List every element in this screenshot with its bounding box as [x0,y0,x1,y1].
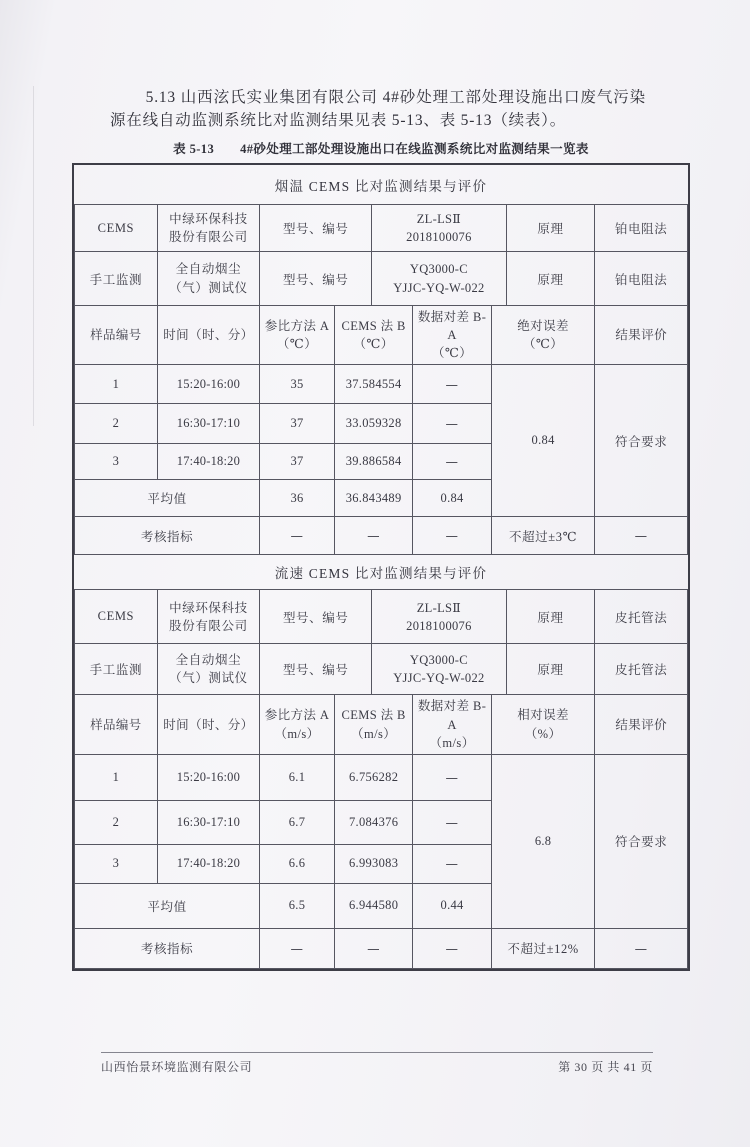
time-cell: 17:40-18:20 [157,444,259,480]
table-row [75,252,688,306]
table-caption-title: 4#砂处理工部处理设施出口在线监测系统比对监测结果一览表 [240,142,589,156]
average-label-cell: 平均值 [75,883,260,928]
sample-id-cell: 2 [75,800,158,844]
col-header-cems-method: CEMS 法 B （℃） [334,306,412,365]
comparison-results-table [72,163,690,971]
col-header-error: 相对误差 （%） [491,695,595,754]
time-cell: 16:30-17:10 [157,404,259,444]
section-heading: 5.13 山西泫氏实业集团有限公司 4#砂处理工部处理设施出口废气污染源在线自动监测系统比对监测结果见表 5-13、表 5-13（续表）。 [110,89,646,129]
footer-company: 山西怡景环境监测有限公司 [101,1060,253,1074]
time-cell: 17:40-18:20 [157,844,259,883]
model-value-cell: YQ3000-C YJJC-YQ-W-022 [372,644,506,695]
col-header-result: 结果评价 [595,695,688,754]
time-cell: 15:20-16:00 [157,365,259,404]
cems-value-cell: 7.084376 [334,800,412,844]
table-row [75,205,688,252]
section-title-temperature: 烟温 CEMS 比对监测结果与评价 [74,165,688,205]
assessment-cell: — [334,517,412,555]
sample-id-cell: 2 [75,404,158,444]
sample-id-cell: 3 [75,444,158,480]
col-header-data-difference: 数据对差 B-A （℃） [413,306,491,365]
col-header-data-difference: 数据对差 B-A （m/s） [413,695,491,754]
sample-id-cell: 1 [75,365,158,404]
assessment-cell: — [260,517,335,555]
average-reference-cell: 36 [260,480,335,517]
assessment-result-cell: — [595,928,688,968]
model-value-cell: ZL-LSⅡ 2018100076 [372,205,506,252]
principle-value-cell: 铂电阻法 [595,252,688,306]
section-title-velocity: 流速 CEMS 比对监测结果与评价 [74,554,688,590]
footer-page-number: 第 30 页 共 41 页 [558,1060,653,1074]
col-header-result: 结果评价 [595,306,688,365]
difference-cell: — [413,444,491,480]
system-label-cell: 手工监测 [75,644,158,695]
table-row [75,754,688,800]
average-difference-cell: 0.44 [413,883,491,928]
col-header-time: 时间（时、分） [157,695,259,754]
merged-result-cell: 符合要求 [595,754,688,928]
model-value-cell: ZL-LSⅡ 2018100076 [372,590,506,644]
reference-value-cell: 35 [260,365,335,404]
principle-label-cell: 原理 [506,252,595,306]
assessment-criterion-cell: 不超过±12% [491,928,595,968]
cems-value-cell: 33.059328 [334,404,412,444]
vendor-cell: 全自动烟尘 （气）测试仪 [157,644,259,695]
cems-value-cell: 6.993083 [334,844,412,883]
model-label-cell: 型号、编号 [260,252,372,306]
sample-id-cell: 3 [75,844,158,883]
assessment-label-cell: 考核指标 [75,928,260,968]
assessment-cell: — [334,928,412,968]
reference-value-cell: 37 [260,444,335,480]
system-label-cell: CEMS [75,205,158,252]
merged-error-cell: 6.8 [491,754,595,928]
data-table-temperature [74,305,688,555]
table-caption [72,139,690,157]
col-header-sample-id: 样品编号 [75,306,158,365]
vendor-cell: 中绿环保科技 股份有限公司 [157,590,259,644]
sample-id-cell: 1 [75,754,158,800]
col-header-reference-method: 参比方法 A （m/s） [260,695,335,754]
difference-cell: — [413,365,491,404]
average-reference-cell: 6.5 [260,883,335,928]
col-header-sample-id: 样品编号 [75,695,158,754]
assessment-result-cell: — [595,517,688,555]
merged-error-cell: 0.84 [491,365,595,517]
principle-value-cell: 皮托管法 [595,644,688,695]
model-label-cell: 型号、编号 [260,205,372,252]
reference-value-cell: 6.1 [260,754,335,800]
assessment-label-cell: 考核指标 [75,517,260,555]
col-header-reference-method: 参比方法 A （℃） [260,306,335,365]
col-header-time: 时间（时、分） [157,306,259,365]
cems-value-cell: 6.756282 [334,754,412,800]
page-footer [101,1052,653,1075]
column-header-row [75,306,688,365]
principle-label-cell: 原理 [506,644,595,695]
merged-result-cell: 符合要求 [595,365,688,517]
assessment-cell: — [413,517,491,555]
average-cems-cell: 36.843489 [334,480,412,517]
model-value-cell: YQ3000-C YJJC-YQ-W-022 [372,252,506,306]
assessment-row [75,928,688,968]
cems-value-cell: 37.584554 [334,365,412,404]
average-cems-cell: 6.944580 [334,883,412,928]
difference-cell: — [413,754,491,800]
assessment-criterion-cell: 不超过±3℃ [491,517,595,555]
reference-value-cell: 37 [260,404,335,444]
principle-label-cell: 原理 [506,205,595,252]
cems-value-cell: 39.886584 [334,444,412,480]
difference-cell: — [413,404,491,444]
reference-value-cell: 6.6 [260,844,335,883]
data-table-velocity [74,694,688,968]
system-label-cell: 手工监测 [75,252,158,306]
scan-edge-artifact [33,86,34,426]
model-label-cell: 型号、编号 [260,590,372,644]
assessment-row [75,517,688,555]
principle-value-cell: 皮托管法 [595,590,688,644]
difference-cell: — [413,800,491,844]
table-row [75,590,688,644]
assessment-cell: — [413,928,491,968]
difference-cell: — [413,844,491,883]
equipment-table-velocity [74,589,688,695]
model-label-cell: 型号、编号 [260,644,372,695]
table-row [75,644,688,695]
vendor-cell: 中绿环保科技 股份有限公司 [157,205,259,252]
principle-label-cell: 原理 [506,590,595,644]
equipment-table-temperature [74,204,688,306]
time-cell: 15:20-16:00 [157,754,259,800]
table-row [75,365,688,404]
principle-value-cell: 铂电阻法 [595,205,688,252]
assessment-cell: — [260,928,335,968]
column-header-row [75,695,688,754]
col-header-cems-method: CEMS 法 B （m/s） [334,695,412,754]
reference-value-cell: 6.7 [260,800,335,844]
system-label-cell: CEMS [75,590,158,644]
col-header-error: 绝对误差 （℃） [491,306,595,365]
table-caption-label: 表 5-13 [173,142,215,156]
time-cell: 16:30-17:10 [157,800,259,844]
average-label-cell: 平均值 [75,480,260,517]
vendor-cell: 全自动烟尘 （气）测试仪 [157,252,259,306]
average-difference-cell: 0.84 [413,480,491,517]
